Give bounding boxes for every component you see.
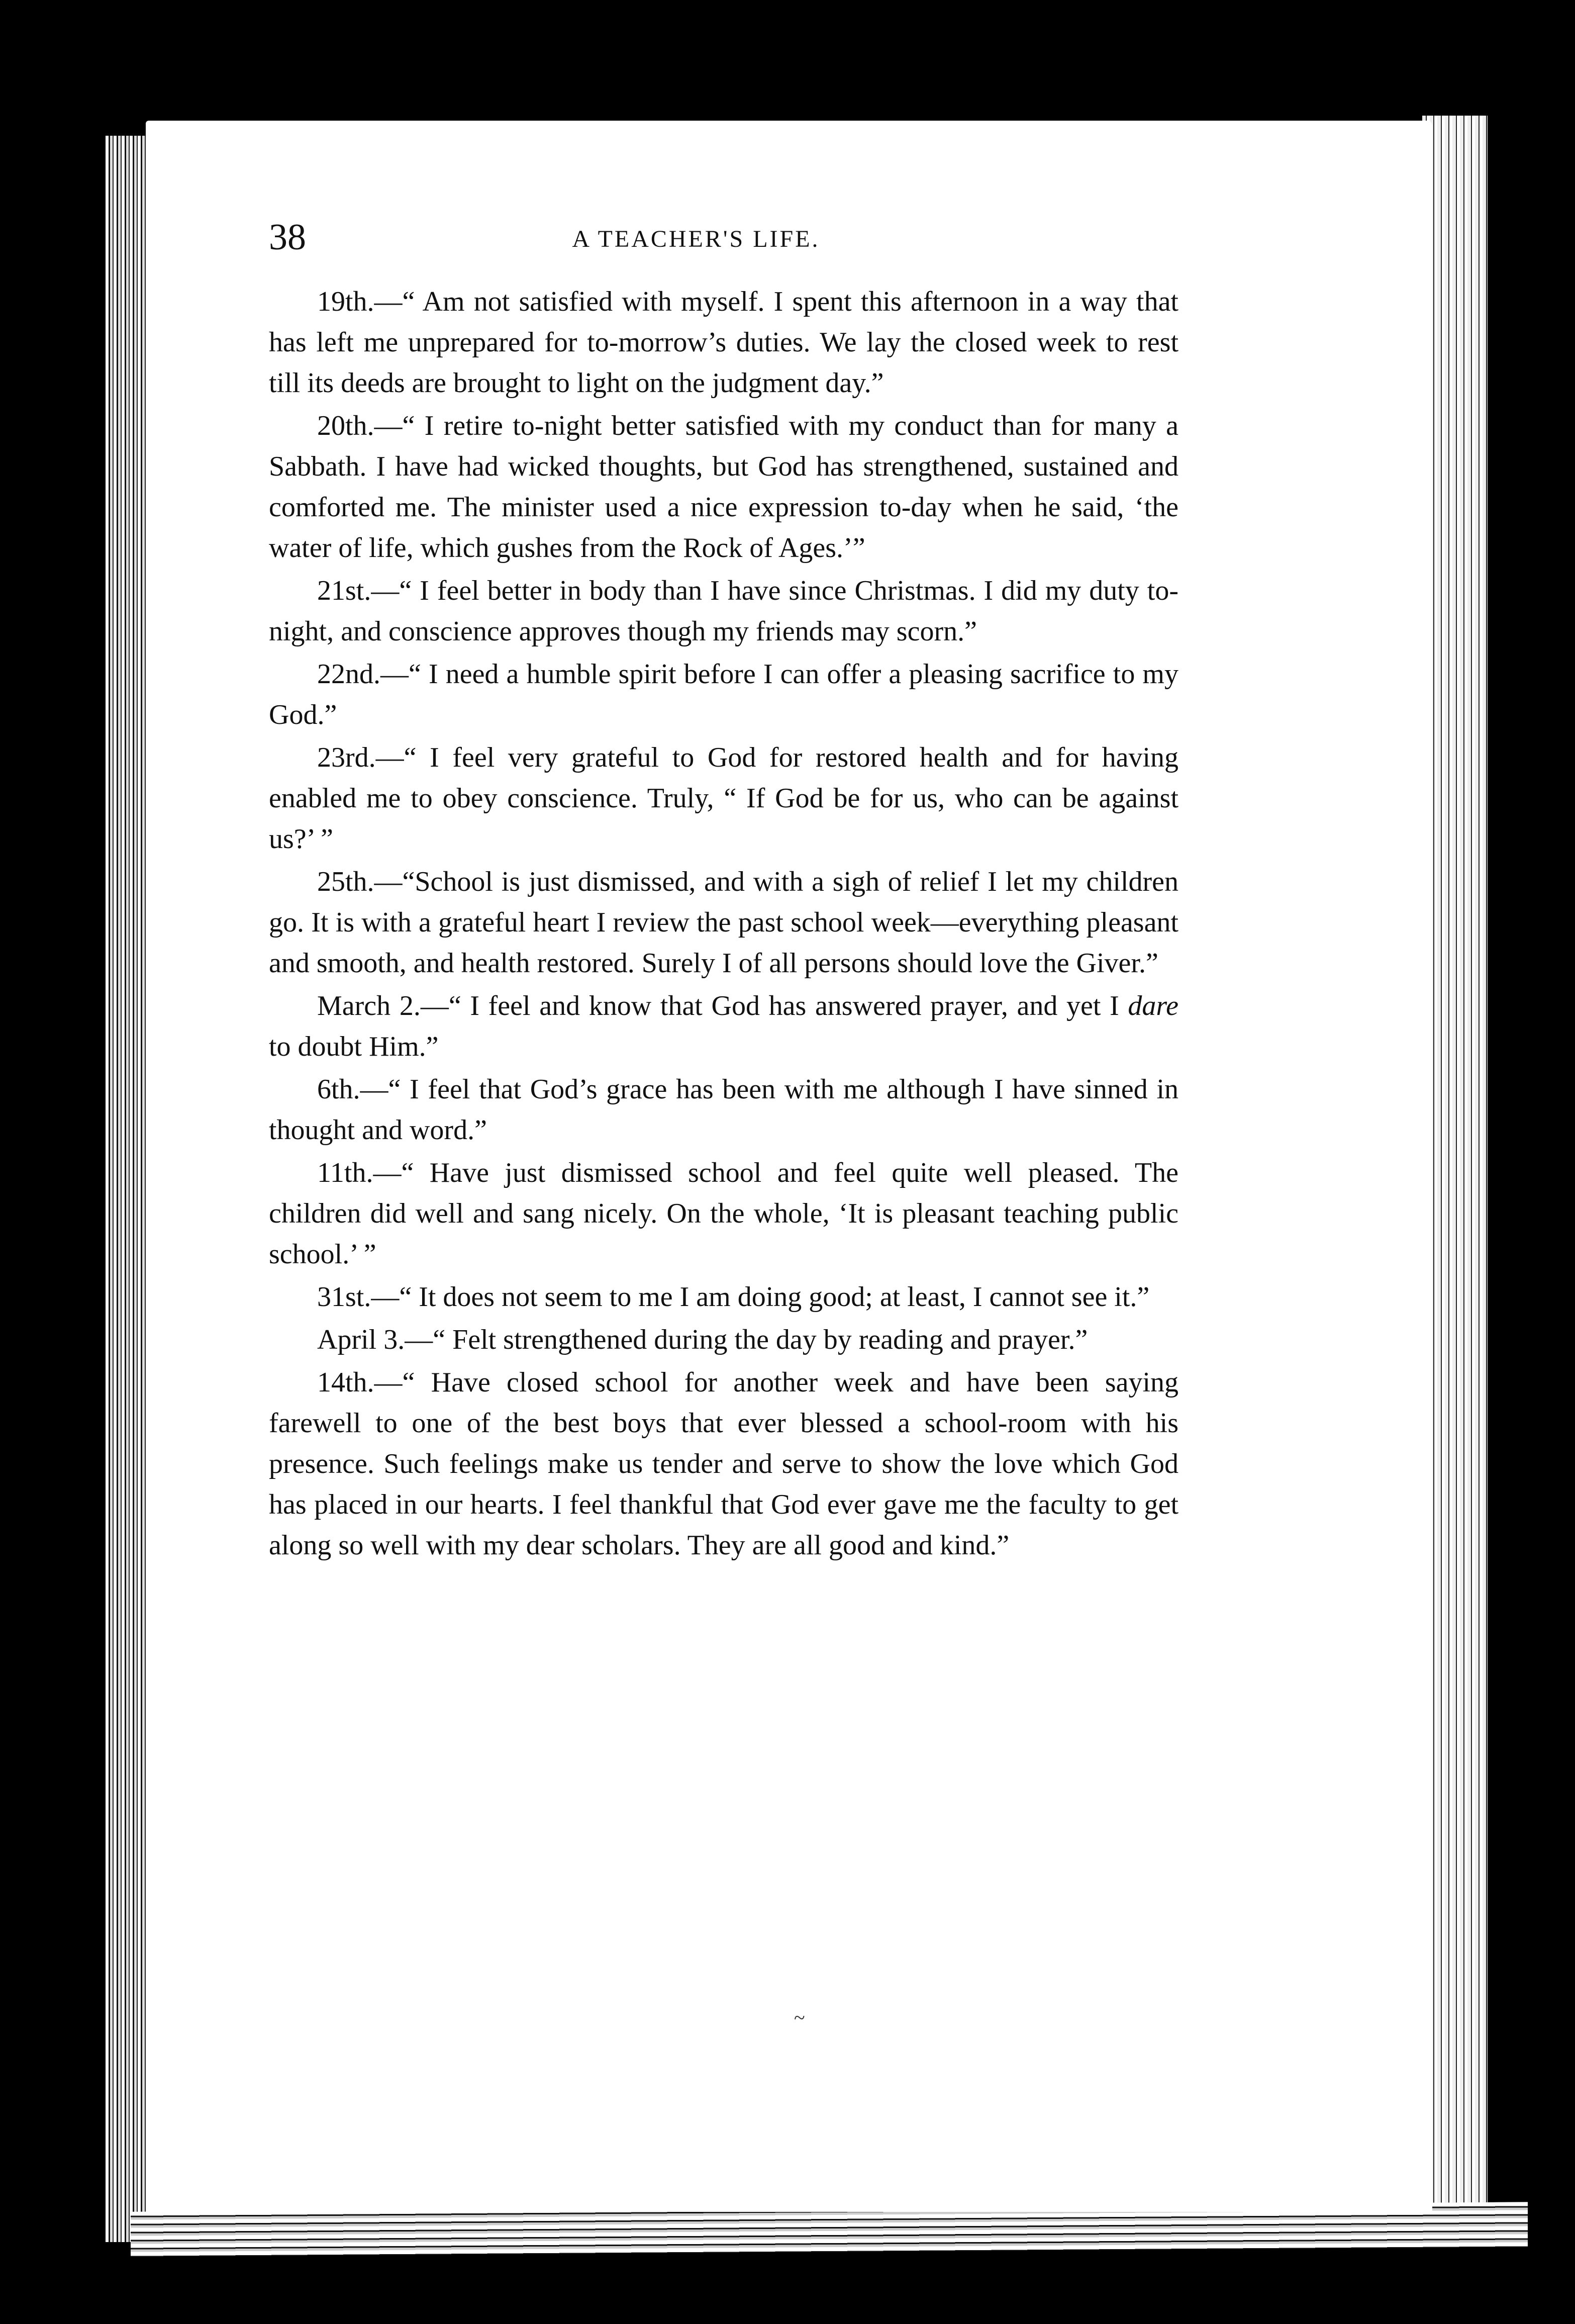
page-number: 38 xyxy=(269,217,306,258)
diary-entry-20th: 20th.—“ I retire to-night better satisfied with my conduct than for many a Sabbath. I have had wicked thoughts, but God has strengthened, sustained and comforted me. The minister used a nice expression to-day when he said, ‘the water of life, which gushes from the Rock of Ages.’” xyxy=(269,410,1178,564)
print-mark: ~ xyxy=(794,2006,805,2029)
diary-entry-21st: 21st.—“ I feel better in body than I have since Christmas. I did my duty to-night, and conscience approves though my friends may scorn.” xyxy=(269,575,1178,647)
diary-entry-22nd: 22nd.—“ I need a humble spirit before I can offer a pleasing sacrifice to my God.” xyxy=(269,659,1178,730)
diary-entry-6th: 6th.—“ I feel that God’s grace has been with me although I have sinned in thought and word.” xyxy=(269,1074,1178,1146)
diary-entry-25th: 25th.—“School is just dismissed, and with a sigh of relief I let my children go. It is with a grateful heart I review the past school week—everything pleasant and smooth, and health restored. Surely I of all persons should love the Giver.” xyxy=(269,866,1178,979)
diary-entry-11th: 11th.—“ Have just dismissed school and feel quite well pleased. The children did well and sang nicely. On the whole, ‘It is pleasant teaching public school.’ ” xyxy=(269,1157,1178,1270)
diary-entry-23rd: 23rd.—“ I feel very grateful to God for restored health and for having enabled me to obey conscience. Truly, “ If God be for us, who can be against us?’ ” xyxy=(269,742,1178,855)
diary-entry-14th: 14th.—“ Have closed school for another week and have been saying farewell to one of the best boys that ever blessed a school-room with his presence. Such feelings make us tender and serve to show the love which God has placed in our hearts. I feel thankful that God ever gave me the faculty to get along so well with my dear scholars. They are all good and kind.” xyxy=(269,1367,1178,1561)
entry-text: to doubt Him.” xyxy=(269,1031,439,1062)
diary-entry-31st: 31st.—“ It does not seem to me I am doing good; at least, I cannot see it.” xyxy=(317,1281,1150,1313)
diary-entry-march-2 xyxy=(269,986,1178,1067)
diary-text xyxy=(269,282,1178,1568)
entry-text: March 2.—“ I feel and know that God has answered prayer, and yet I xyxy=(317,990,1128,1021)
emphasized-word: dare xyxy=(1128,990,1178,1021)
running-title: A TEACHER'S LIFE. xyxy=(572,226,820,252)
diary-entry-april-3: April 3.—“ Felt strengthened during the day by reading and prayer.” xyxy=(317,1324,1088,1355)
page-header xyxy=(269,216,1123,276)
diary-entry-19th: 19th.—“ Am not satisfied with myself. I spent this afternoon in a way that has left me unprepared for to-morrow’s duties. We lay the closed week to rest till its deeds are brought to light on the judgment day.” xyxy=(269,286,1178,399)
